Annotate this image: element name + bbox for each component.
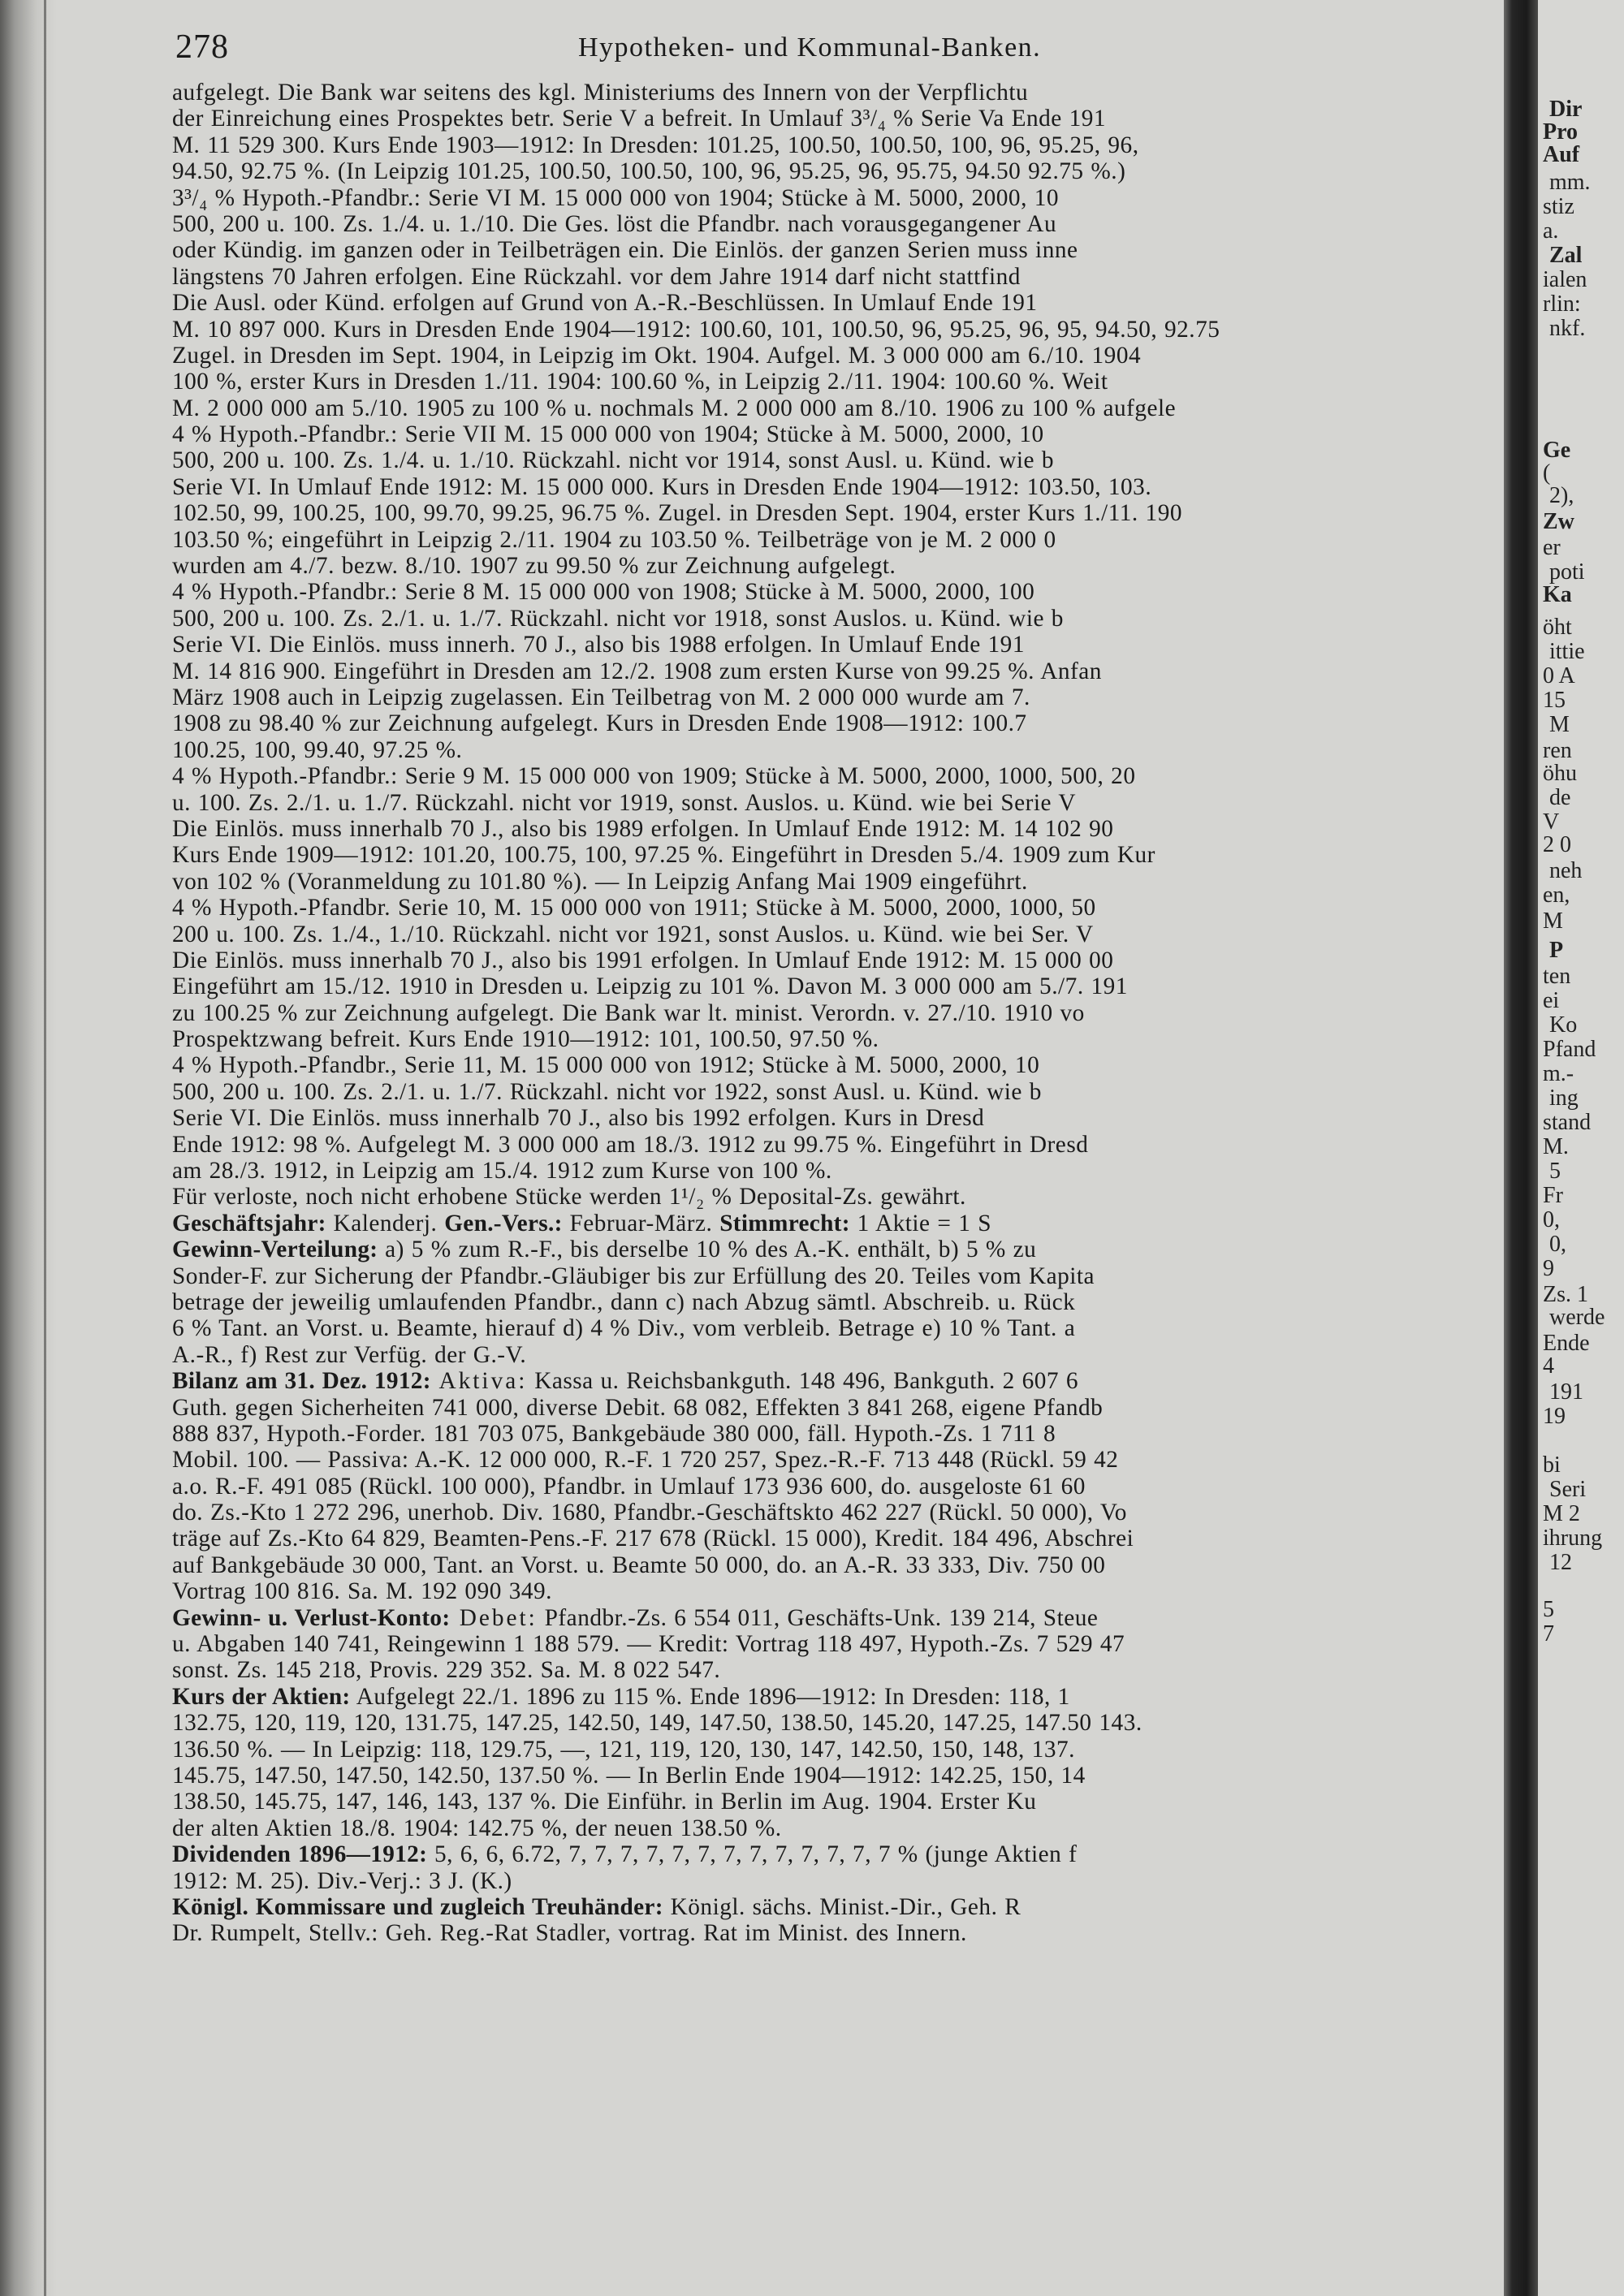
text-line: [172, 317, 1504, 343]
facing-page-fragment: Zw: [1543, 509, 1574, 534]
line-text: 200 u. 100. Zs. 1./4., 1./10. Rückzahl. nicht vor 1921, sonst Auslos. u. Künd. wie bei Ser. V: [172, 921, 1094, 947]
facing-page-fragment: Zal: [1549, 243, 1583, 268]
line-text: Pfandbr.-Zs. 6 554 011, Geschäfts-Unk. 139 214, Steue: [537, 1604, 1099, 1631]
text-line: [172, 369, 1504, 395]
text-line: [172, 1079, 1504, 1105]
text-line: [172, 947, 1504, 973]
left-page-edge: [0, 0, 57, 2296]
line-text: 1908 zu 98.40 % zur Zeichnung aufgelegt. Kurs in Dresden Ende 1908—1912: 100.7: [172, 710, 1027, 737]
line-text: Die Ausl. oder Künd. erfolgen auf Grund von A.-R.-Beschlüssen. In Umlauf Ende 191: [172, 290, 1038, 317]
text-line: [172, 1342, 1504, 1368]
line-text: a) 5 % zum R.-F., bis derselbe 10 % des A.-K. enthält, b) 5 % zu: [378, 1236, 1037, 1263]
line-text: Kalenderj.: [326, 1210, 445, 1236]
facing-page-fragment: 5: [1543, 1597, 1554, 1622]
line-text: träge auf Zs.-Kto 64 829, Beamten-Pens.-F. 217 678 (Rückl. 15 000), Kredit. 184 496, Abschrei: [172, 1526, 1134, 1552]
facing-page-fragment: 19: [1543, 1404, 1566, 1429]
text-line: [172, 1605, 1504, 1631]
text-line: [172, 1184, 1504, 1210]
facing-page-fragment: m.-: [1543, 1061, 1574, 1086]
text-line: [172, 1158, 1504, 1184]
line-text: Februar-März.: [562, 1210, 720, 1236]
facing-page-fragment: 7: [1543, 1621, 1554, 1646]
text-line: [172, 1737, 1504, 1763]
text-line: [172, 1315, 1504, 1341]
line-text: 145.75, 147.50, 147.50, 142.50, 137.50 %. — In Berlin Ende 1904—1912: 142.25, 150, 14: [172, 1763, 1086, 1789]
text-line: [172, 106, 1504, 132]
text-line: [172, 474, 1504, 500]
page-body: [172, 80, 1504, 1947]
text-line: [172, 1368, 1504, 1394]
line-text: Königl. sächs. Minist.-Dir., Geh. R: [663, 1893, 1021, 1920]
line-text: 500, 200 u. 100. Zs. 2./1. u. 1./7. Rückzahl. nicht vor 1918, sonst Auslos. u. Künd. wie b: [172, 605, 1064, 632]
line-text: 4 % Hypoth.-Pfandbr., Serie 11, M. 15 000 000 von 1912; Stücke à M. 5000, 2000, 10: [172, 1052, 1040, 1079]
text-line: [172, 579, 1504, 605]
book-page: [172, 24, 1504, 2290]
line-text: 4 % Hypoth.-Pfandbr. Serie 10, M. 15 000 000 von 1911; Stücke à M. 5000, 2000, 1000, 50: [172, 895, 1096, 921]
line-text: 5, 6, 6, 6.72, 7, 7, 7, 7, 7, 7, 7, 7, 7, 7, 7, 7, 7 % (junge Aktien f: [427, 1841, 1078, 1868]
text-line: [172, 1552, 1504, 1578]
section-heading: Geschäftsjahr:: [172, 1210, 326, 1236]
facing-page-fragment: 0 A: [1543, 663, 1575, 688]
facing-page-fragment: bi: [1543, 1452, 1561, 1478]
text-line: [172, 527, 1504, 553]
text-line: [172, 553, 1504, 579]
line-text: Mobil. 100. — Passiva: A.-K. 12 000 000, R.-F. 1 720 257, Spez.-R.-F. 713 448 (Rückl. 59 42: [172, 1447, 1119, 1474]
line-text: aufgelegt. Die Bank war seitens des kgl. Ministeriums des Innern von der Verpflichtu: [172, 80, 1029, 106]
facing-page-fragment: de: [1549, 785, 1571, 810]
text-line: [172, 869, 1504, 895]
facing-page-fragment: ialen: [1543, 267, 1587, 292]
text-line: [172, 1105, 1504, 1131]
line-text: 500, 200 u. 100. Zs. 2./1. u. 1./7. Rückzahl. nicht vor 1922, sonst Ausl. u. Künd. wie b: [172, 1078, 1042, 1105]
facing-page-fragment: M 2: [1543, 1501, 1580, 1526]
section-heading: Gewinn- u. Verlust-Konto:: [172, 1604, 451, 1631]
facing-page-fragment: öht: [1543, 615, 1572, 640]
facing-page-fragment: (: [1543, 460, 1551, 486]
line-text: 100 %, erster Kurs in Dresden 1./11. 1904: 100.60 %, in Leipzig 2./11. 1904: 100.60 %. Weit: [172, 369, 1108, 395]
facing-page-fragment: 9: [1543, 1256, 1554, 1281]
line-text: u. 100. Zs. 2./1. u. 1./7. Rückzahl. nicht vor 1919, sonst. Auslos. u. Künd. wie bei Serie V: [172, 789, 1077, 816]
text-line: [172, 1841, 1504, 1867]
line-text: Für verloste, noch nicht erhobene Stücke werden 1¹/₂ % Deposital-Zs. gewährt.: [172, 1184, 966, 1211]
text-line: [172, 684, 1504, 710]
facing-page-fragment: en,: [1543, 883, 1570, 908]
line-text: Guth. gegen Sicherheiten 741 000, diverse Debit. 68 082, Effekten 3 841 268, eigene Pfandb: [172, 1394, 1104, 1421]
text-line: [172, 1289, 1504, 1315]
facing-page-fragment: M.: [1543, 1134, 1569, 1159]
facing-page-fragment: Auf: [1543, 142, 1580, 167]
book-gutter: [1504, 0, 1538, 2296]
line-text: Eingeführt am 15./12. 1910 in Dresden u. Leipzig zu 101 %. Davon M. 3 000 000 am 5./7. 191: [172, 973, 1128, 1000]
facing-page-fragment: a.: [1543, 218, 1559, 244]
text-line: [172, 447, 1504, 473]
page-header: [172, 24, 1504, 80]
line-text: 4 % Hypoth.-Pfandbr.: Serie 9 M. 15 000 000 von 1909; Stücke à M. 5000, 2000, 1000, 500, 20: [172, 763, 1136, 790]
text-line: [172, 1815, 1504, 1841]
text-line: [172, 1578, 1504, 1604]
line-text: Die Einlös. muss innerhalb 70 J., also bis 1991 erfolgen. In Umlauf Ende 1912: M. 15 000 00: [172, 947, 1114, 973]
line-text: wurden am 4./7. bezw. 8./10. 1907 zu 99.50 % zur Zeichnung aufgelegt.: [172, 553, 896, 580]
text-line: [172, 1710, 1504, 1736]
facing-page-fragment: poti: [1549, 559, 1585, 585]
line-text: M. 11 529 300. Kurs Ende 1903—1912: In Dresden: 101.25, 100.50, 100.50, 100, 96, 95.25, 96,: [172, 132, 1139, 158]
page-number: 278: [175, 28, 229, 66]
facing-page-fragment: Seri: [1549, 1477, 1587, 1502]
facing-page-fragment: V: [1543, 809, 1560, 835]
facing-page-fragment: P: [1549, 938, 1564, 963]
line-text: do. Zs.-Kto 1 272 296, unerhob. Div. 1680, Pfandbr.-Geschäftskto 462 227 (Rückl. 50 000), Vo: [172, 1500, 1127, 1526]
facing-page-fragment: M: [1549, 712, 1570, 737]
text-line: [172, 1657, 1504, 1683]
facing-page-fragment: Ende: [1543, 1331, 1590, 1356]
line-text: 103.50 %; eingeführt in Leipzig 2./11. 1904 zu 103.50 %. Teilbeträge von je M. 2 000 0: [172, 526, 1056, 553]
line-text: der Einreichung eines Prospektes betr. Serie V a befreit. In Umlauf 3³/₄ % Serie Va Ende 191: [172, 106, 1107, 132]
section-heading: Stimmrecht:: [719, 1210, 850, 1236]
line-text: 500, 200 u. 100. Zs. 1./4. u. 1./10. Rückzahl. nicht vor 1914, sonst Ausl. u. Künd. wie b: [172, 447, 1055, 474]
facing-page-fragment: 191: [1549, 1379, 1583, 1405]
text-line: [172, 211, 1504, 237]
line-text: 136.50 %. — In Leipzig: 118, 129.75, —, 121, 119, 120, 130, 147, 142.50, 150, 148, 137.: [172, 1736, 1075, 1763]
text-line: [172, 1026, 1504, 1052]
text-line: [172, 185, 1504, 211]
line-text: Sonder-F. zur Sicherung der Pfandbr.-Gläubiger bis zur Erfüllung des 20. Teiles vom Kapita: [172, 1262, 1095, 1289]
facing-page-fragment: M: [1543, 908, 1563, 934]
text-line: [172, 658, 1504, 684]
line-text: 94.50, 92.75 %. (In Leipzig 101.25, 100.50, 100.50, 100, 96, 95.25, 96, 95.75, 94.50 92.75 %.): [172, 158, 1126, 185]
facing-page-fragment: ing: [1549, 1085, 1579, 1111]
spaced-label: Debet:: [450, 1604, 538, 1631]
facing-page-fragment: Ko: [1549, 1012, 1578, 1038]
text-line: [172, 421, 1504, 447]
text-line: [172, 973, 1504, 999]
text-line: [172, 1395, 1504, 1421]
line-text: Aufgelegt 22./1. 1896 zu 115 %. Ende 1896—1912: In Dresden: 118, 1: [350, 1683, 1070, 1710]
text-line: [172, 1211, 1504, 1236]
line-text: 1912: M. 25). Div.-Verj.: 3 J. (K.): [172, 1867, 512, 1894]
line-text: M. 2 000 000 am 5./10. 1905 zu 100 % u. nochmals M. 2 000 000 am 8./10. 1906 zu 100 % aufgele: [172, 395, 1177, 421]
text-line: [172, 1236, 1504, 1262]
running-title: Hypotheken- und Kommunal-Banken.: [578, 32, 1042, 63]
left-edge-line: [44, 0, 46, 2296]
text-line: [172, 1447, 1504, 1473]
text-line: [172, 1684, 1504, 1710]
section-heading: Bilanz am 31. Dez. 1912:: [172, 1368, 431, 1395]
facing-page-fragment: mm.: [1549, 170, 1591, 195]
line-text: Serie VI. In Umlauf Ende 1912: M. 15 000 000. Kurs in Dresden Ende 1904—1912: 103.50, 103.: [172, 473, 1152, 500]
text-line: [172, 842, 1504, 868]
text-line: [172, 500, 1504, 526]
line-text: Serie VI. Die Einlös. muss innerh. 70 J., also bis 1988 erfolgen. In Umlauf Ende 191: [172, 632, 1025, 658]
text-line: [172, 1421, 1504, 1447]
text-line: [172, 632, 1504, 658]
text-line: [172, 1868, 1504, 1894]
text-line: [172, 1263, 1504, 1289]
text-line: [172, 1132, 1504, 1158]
facing-page-fragment: Zs. 1: [1543, 1282, 1588, 1307]
line-text: oder Kündig. im ganzen oder in Teilbeträgen ein. Die Einlös. der ganzen Serien muss inne: [172, 237, 1078, 264]
text-line: [172, 816, 1504, 842]
text-line: [172, 1052, 1504, 1078]
line-text: 102.50, 99, 100.25, 100, 99.70, 99.25, 96.75 %. Zugel. in Dresden Sept. 1904, erster Kurs 1./11. 190: [172, 500, 1182, 527]
facing-page-fragment: 0,: [1543, 1207, 1560, 1232]
facing-page-fragment: 12: [1549, 1550, 1572, 1575]
text-line: [172, 1474, 1504, 1500]
text-line: [172, 1920, 1504, 1946]
text-line: [172, 606, 1504, 632]
facing-page-fragment: 2),: [1549, 483, 1574, 508]
line-text: 138.50, 145.75, 147, 146, 143, 137 %. Die Einführ. in Berlin im Aug. 1904. Erster Ku: [172, 1789, 1037, 1815]
line-text: Kurs Ende 1909—1912: 101.20, 100.75, 100, 97.25 %. Eingeführt in Dresden 5./4. 1909 zum Kur: [172, 842, 1155, 869]
text-line: [172, 1763, 1504, 1789]
text-line: [172, 264, 1504, 290]
facing-page-fragment: 0,: [1549, 1232, 1566, 1257]
line-text: sonst. Zs. 145 218, Provis. 229 352. Sa. M. 8 022 547.: [172, 1657, 721, 1684]
facing-page-fragment: rlin:: [1543, 291, 1581, 317]
line-text: Vortrag 100 816. Sa. M. 192 090 349.: [172, 1578, 552, 1605]
line-text: 100.25, 100, 99.40, 97.25 %.: [172, 736, 463, 763]
text-line: [172, 1500, 1504, 1526]
line-text: Serie VI. Die Einlös. muss innerhalb 70 J., also bis 1992 erfolgen. Kurs in Dresd: [172, 1105, 985, 1132]
section-heading: Gen.-Vers.:: [444, 1210, 563, 1236]
line-text: M. 10 897 000. Kurs in Dresden Ende 1904—1912: 100.60, 101, 100.50, 96, 95.25, 96, 95, 94.50, 92.75: [172, 316, 1220, 343]
text-line: [172, 80, 1504, 106]
line-text: der alten Aktien 18./8. 1904: 142.75 %, der neuen 138.50 %.: [172, 1815, 782, 1841]
line-text: zu 100.25 % zur Zeichnung aufgelegt. Die Bank war lt. minist. Verordn. v. 27./10. 1910 vo: [172, 999, 1085, 1026]
section-heading: Gewinn-Verteilung:: [172, 1236, 378, 1263]
facing-page-fragment: ren: [1543, 738, 1572, 763]
spaced-label: Aktiva:: [430, 1368, 528, 1395]
line-text: a.o. R.-F. 491 085 (Rückl. 100 000), Pfandbr. in Umlauf 173 936 600, do. ausgeloste 61 60: [172, 1473, 1086, 1500]
line-text: März 1908 auch in Leipzig zugelassen. Ein Teilbetrag von M. 2 000 000 wurde am 7.: [172, 684, 1030, 710]
line-text: 4 % Hypoth.-Pfandbr.: Serie VII M. 15 000 000 von 1904; Stücke à M. 5000, 2000, 10: [172, 421, 1044, 448]
line-text: Zugel. in Dresden im Sept. 1904, in Leipzig im Okt. 1904. Aufgel. M. 3 000 000 am 6./10. 1904: [172, 342, 1142, 369]
facing-page-fragment: ihrung: [1543, 1526, 1603, 1551]
line-text: Kassa u. Reichsbankguth. 148 496, Bankguth. 2 607 6: [527, 1368, 1079, 1395]
facing-page-fragment: Fr: [1543, 1183, 1563, 1208]
facing-page-fragment: Ka: [1543, 582, 1572, 607]
line-text: längstens 70 Jahren erfolgen. Eine Rückzahl. vor dem Jahre 1914 darf nicht stattfind: [172, 263, 1021, 290]
facing-page-fragment: öhu: [1543, 761, 1577, 786]
line-text: Dr. Rumpelt, Stellv.: Geh. Reg.-Rat Stadler, vortrag. Rat im Minist. des Innern.: [172, 1920, 967, 1947]
text-line: [172, 290, 1504, 316]
facing-page-fragment: 15: [1543, 688, 1566, 713]
facing-page-fragment: Ge: [1543, 438, 1571, 463]
text-line: [172, 763, 1504, 789]
facing-page-fragment: ten: [1543, 964, 1571, 989]
text-line: [172, 158, 1504, 184]
line-text: 1 Aktie = 1 S: [849, 1210, 992, 1236]
section-heading: Dividenden 1896—1912:: [172, 1841, 428, 1868]
line-text: u. Abgaben 140 741, Reingewinn 1 188 579. — Kredit: Vortrag 118 497, Hypoth.-Zs. 7 529 47: [172, 1631, 1125, 1658]
facing-page-fragment: 5: [1549, 1159, 1561, 1184]
text-line: [172, 895, 1504, 921]
text-line: [172, 790, 1504, 816]
line-text: 500, 200 u. 100. Zs. 1./4. u. 1./10. Die Ges. löst die Pfandbr. nach vorausgegangener Au: [172, 210, 1057, 237]
facing-page-fragment: Pfand: [1543, 1037, 1596, 1062]
text-line: [172, 132, 1504, 158]
text-line: [172, 1631, 1504, 1657]
text-line: [172, 710, 1504, 736]
line-text: Die Einlös. muss innerhalb 70 J., also bis 1989 erfolgen. In Umlauf Ende 1912: M. 14 102 90: [172, 815, 1114, 842]
line-text: Ende 1912: 98 %. Aufgelegt M. 3 000 000 am 18./3. 1912 zu 99.75 %. Eingeführt in Dresd: [172, 1131, 1089, 1158]
text-line: [172, 343, 1504, 369]
facing-page-fragment: ei: [1543, 988, 1560, 1013]
line-text: A.-R., f) Rest zur Verfüg. der G.-V.: [172, 1341, 527, 1368]
facing-page-edge: [1538, 0, 1624, 2296]
text-line: [172, 1526, 1504, 1552]
text-line: [172, 737, 1504, 763]
facing-page-fragment: stiz: [1543, 194, 1574, 219]
facing-page-fragment: stand: [1543, 1110, 1592, 1135]
facing-page-fragment: nkf.: [1549, 316, 1586, 341]
facing-page-fragment: neh: [1549, 858, 1583, 883]
line-text: 888 837, Hypoth.-Forder. 181 703 075, Bankgebäude 380 000, fäll. Hypoth.-Zs. 1 711 8: [172, 1420, 1056, 1447]
text-line: [172, 1789, 1504, 1815]
section-heading: Kurs der Aktien:: [172, 1683, 351, 1710]
line-text: am 28./3. 1912, in Leipzig am 15./4. 1912 zum Kurse von 100 %.: [172, 1158, 832, 1185]
facing-page-fragment: Pro: [1543, 119, 1579, 145]
line-text: 6 % Tant. an Vorst. u. Beamte, hierauf d) 4 % Div., vom verbleib. Betrage e) 10 % Tant. a: [172, 1315, 1076, 1342]
facing-page-fragment: ittie: [1549, 639, 1585, 664]
line-text: 4 % Hypoth.-Pfandbr.: Serie 8 M. 15 000 000 von 1908; Stücke à M. 5000, 2000, 100: [172, 579, 1035, 606]
text-line: [172, 1000, 1504, 1026]
line-text: 132.75, 120, 119, 120, 131.75, 147.25, 142.50, 149, 147.50, 138.50, 145.20, 147.25, 147.50 143.: [172, 1710, 1142, 1737]
text-line: [172, 237, 1504, 263]
text-line: [172, 395, 1504, 421]
line-text: von 102 % (Voranmeldung zu 101.80 %). — In Leipzig Anfang Mai 1909 eingeführt.: [172, 868, 1028, 895]
line-text: 3³/₄ % Hypoth.-Pfandbr.: Serie VI M. 15 000 000 von 1904; Stücke à M. 5000, 2000, 10: [172, 184, 1060, 211]
facing-page-fragment: 2 0: [1543, 832, 1571, 857]
line-text: M. 14 816 900. Eingeführt in Dresden am 12./2. 1908 zum ersten Kurse von 99.25 %. Anfan: [172, 658, 1102, 684]
text-line: [172, 1894, 1504, 1920]
text-line: [172, 921, 1504, 947]
line-text: betrage der jeweilig umlaufenden Pfandbr., dann c) nach Abzug sämtl. Abschreib. u. Rück: [172, 1288, 1076, 1315]
section-heading: Königl. Kommissare und zugleich Treuhänder:: [172, 1893, 663, 1920]
facing-page-fragment: er: [1543, 535, 1561, 560]
facing-page-fragment: 4: [1543, 1353, 1554, 1379]
line-text: auf Bankgebäude 30 000, Tant. an Vorst. u. Beamte 50 000, do. an A.-R. 33 333, Div. 750 00: [172, 1552, 1106, 1578]
facing-page-fragment: werde: [1549, 1305, 1605, 1330]
line-text: Prospektzwang befreit. Kurs Ende 1910—1912: 101, 100.50, 97.50 %.: [172, 1026, 879, 1053]
facing-page-fragment: Dir: [1549, 97, 1583, 122]
